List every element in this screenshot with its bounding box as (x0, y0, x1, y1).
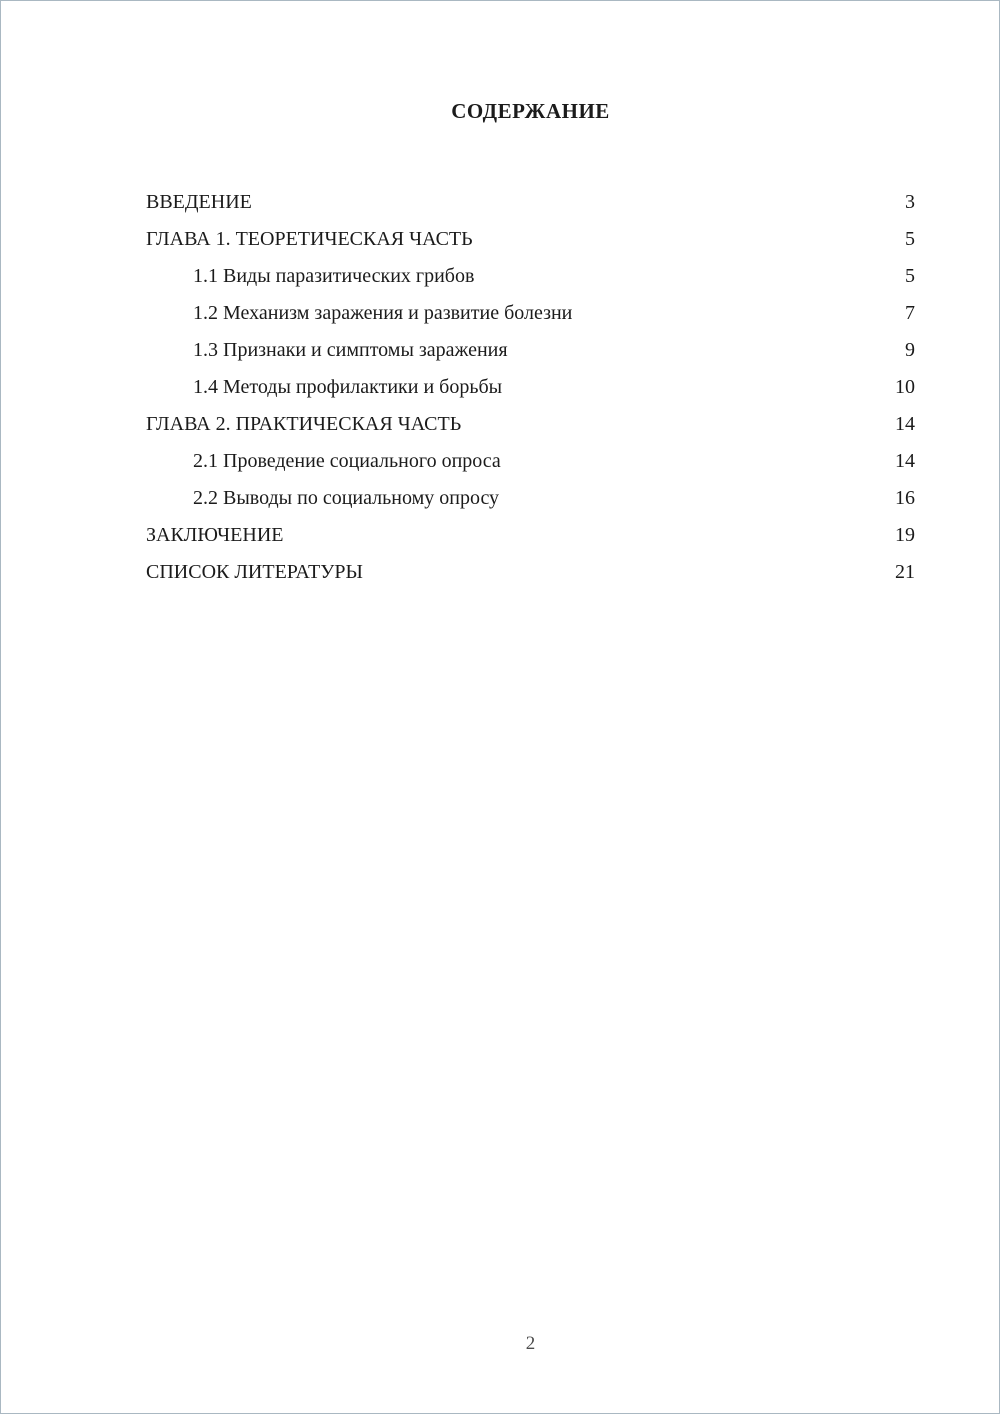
toc-entry-page: 10 (895, 376, 915, 398)
toc-entry-page: 14 (895, 450, 915, 472)
page-title: СОДЕРЖАНИЕ (451, 99, 610, 123)
toc-entry (146, 221, 915, 258)
toc-entry-label: 1.2 Механизм заражения и развитие болезни (193, 302, 573, 324)
toc-entry-page: 3 (905, 191, 915, 213)
toc-entry-label: ЗАКЛЮЧЕНИЕ (146, 524, 284, 546)
toc-entry (146, 258, 915, 295)
toc-entry (146, 332, 915, 369)
toc-entry-label: 2.2 Выводы по социальному опросу (193, 487, 500, 509)
toc-entry (146, 184, 915, 221)
toc-entry-label: 1.3 Признаки и симптомы заражения (193, 339, 508, 361)
toc-entry-label: ГЛАВА 1. ТЕОРЕТИЧЕСКАЯ ЧАСТЬ (146, 228, 473, 250)
footer-page-number: 2 (525, 1333, 536, 1354)
toc-entry-label: 1.1 Виды паразитических грибов (193, 265, 475, 287)
toc-entry (146, 406, 915, 443)
toc-entry-page: 19 (895, 524, 915, 546)
toc-entry-page: 7 (905, 302, 915, 324)
toc-entry-label: СПИСОК ЛИТЕРАТУРЫ (146, 561, 363, 583)
toc-entry-label: 2.1 Проведение социального опроса (193, 450, 501, 472)
toc-entry-page: 9 (905, 339, 915, 361)
toc-entry-page: 5 (905, 265, 915, 287)
toc-entry (146, 443, 915, 480)
toc-entry (146, 554, 915, 591)
toc-entry-label: 1.4 Методы профилактики и борьбы (193, 376, 503, 398)
toc-entry (146, 480, 915, 517)
toc-entry-page: 21 (895, 561, 915, 583)
page-content (146, 1, 915, 591)
toc-entry (146, 369, 915, 406)
toc-entry (146, 517, 915, 554)
toc-entry-label: ВВЕДЕНИЕ (146, 191, 252, 213)
toc-entry-page: 5 (905, 228, 915, 250)
toc-entry-page: 16 (895, 487, 915, 509)
toc-entry-label: ГЛАВА 2. ПРАКТИЧЕСКАЯ ЧАСТЬ (146, 413, 462, 435)
toc-entry-page: 14 (895, 413, 915, 435)
toc-list (146, 184, 915, 591)
toc-entry (146, 295, 915, 332)
